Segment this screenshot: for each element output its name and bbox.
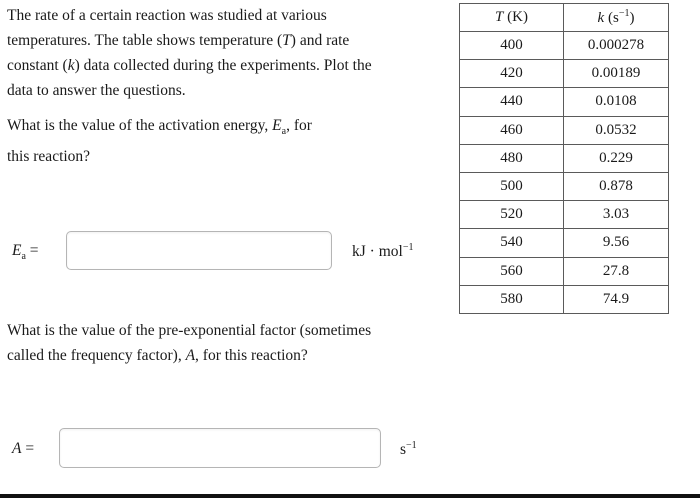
intro-paragraph [7, 3, 437, 103]
intro-line-4: data to answer the questions. [7, 82, 186, 99]
intro-line-1: The rate of a certain reaction was studied at various [7, 7, 327, 24]
ea-unit-superscript: −1 [402, 242, 414, 253]
temperature-cell: 540 [460, 229, 564, 257]
activation-energy-label [12, 242, 39, 262]
q2-line-2b: , for this reaction? [195, 347, 308, 364]
rate-constant-cell: 0.229 [564, 144, 669, 172]
temperature-cell: 500 [460, 172, 564, 200]
rate-constant-cell: 3.03 [564, 201, 669, 229]
activation-energy-input[interactable] [66, 231, 332, 270]
intro-T-symbol: T [282, 32, 291, 49]
rate-constant-cell: 27.8 [564, 257, 669, 285]
temperature-cell: 580 [460, 285, 564, 313]
table-row [460, 201, 669, 229]
intro-k-symbol: k [67, 57, 75, 74]
table-row [460, 88, 669, 116]
temperature-cell: 560 [460, 257, 564, 285]
pre-exponential-input[interactable] [59, 428, 381, 468]
temperature-cell: 520 [460, 201, 564, 229]
pre-exponential-question [7, 318, 437, 368]
table-row [460, 257, 669, 285]
table-row [460, 229, 669, 257]
intro-line-3b: ) data collected during the experiments. Plot the [74, 57, 372, 74]
q1-line-1b: , for [286, 117, 312, 134]
pre-exponential-label [12, 440, 34, 458]
rate-constant-cell: 0.00189 [564, 60, 669, 88]
table-row [460, 60, 669, 88]
bottom-divider [0, 494, 700, 498]
a-label-A: A [12, 440, 22, 457]
temperature-cell: 480 [460, 144, 564, 172]
activation-energy-unit [352, 242, 413, 261]
a-unit-main: s [400, 441, 407, 459]
q1-line-2: this reaction? [7, 148, 91, 166]
a-unit-superscript: −1 [406, 440, 417, 451]
a-label-equals: = [21, 440, 35, 457]
header-k-symbol: k [597, 10, 605, 26]
table-row [460, 144, 669, 172]
intro-line-2b: ) and rate [290, 32, 350, 49]
intro-line-2a: temperatures. The table shows temperature ( [7, 32, 283, 49]
rate-constant-cell: 74.9 [564, 285, 669, 313]
ea-label-subscript: a [21, 251, 26, 263]
header-k-close: ) [629, 10, 635, 26]
temperature-cell: 460 [460, 116, 564, 144]
table-header-row [460, 4, 669, 32]
temperature-cell: 420 [460, 60, 564, 88]
q2-A-symbol: A [185, 347, 196, 364]
q1-line-1a: What is the value of the activation energy, [7, 117, 273, 134]
header-T-unit: (K) [503, 9, 528, 25]
q1-E-symbol: E [272, 117, 282, 134]
ea-unit-main: kJ · mol [352, 243, 403, 261]
header-T-symbol: T [495, 9, 504, 25]
q1-E-subscript: a [281, 126, 287, 138]
header-rate-constant [564, 4, 669, 32]
rate-constant-cell: 0.878 [564, 172, 669, 200]
table-row [460, 285, 669, 313]
q2-line-1: What is the value of the pre-exponential factor (sometimes [7, 322, 372, 339]
temperature-cell: 400 [460, 32, 564, 60]
rate-constant-cell: 0.000278 [564, 32, 669, 60]
rate-constant-cell: 9.56 [564, 229, 669, 257]
table-row [460, 116, 669, 144]
header-temperature [460, 4, 564, 32]
ea-label-E: E [12, 242, 22, 259]
rate-constant-cell: 0.0108 [564, 88, 669, 116]
activation-energy-question [7, 113, 437, 169]
header-k-open: (s [604, 10, 619, 26]
header-k-superscript: −1 [618, 8, 630, 19]
q2-line-2a: called the frequency factor), [7, 347, 186, 364]
rate-constant-cell: 0.0532 [564, 116, 669, 144]
temperature-rate-table [459, 3, 669, 314]
intro-line-3a: constant ( [7, 57, 68, 74]
table-row [460, 172, 669, 200]
table-row [460, 32, 669, 60]
ea-label-equals: = [25, 242, 39, 259]
temperature-cell: 440 [460, 88, 564, 116]
pre-exponential-unit [400, 440, 417, 459]
